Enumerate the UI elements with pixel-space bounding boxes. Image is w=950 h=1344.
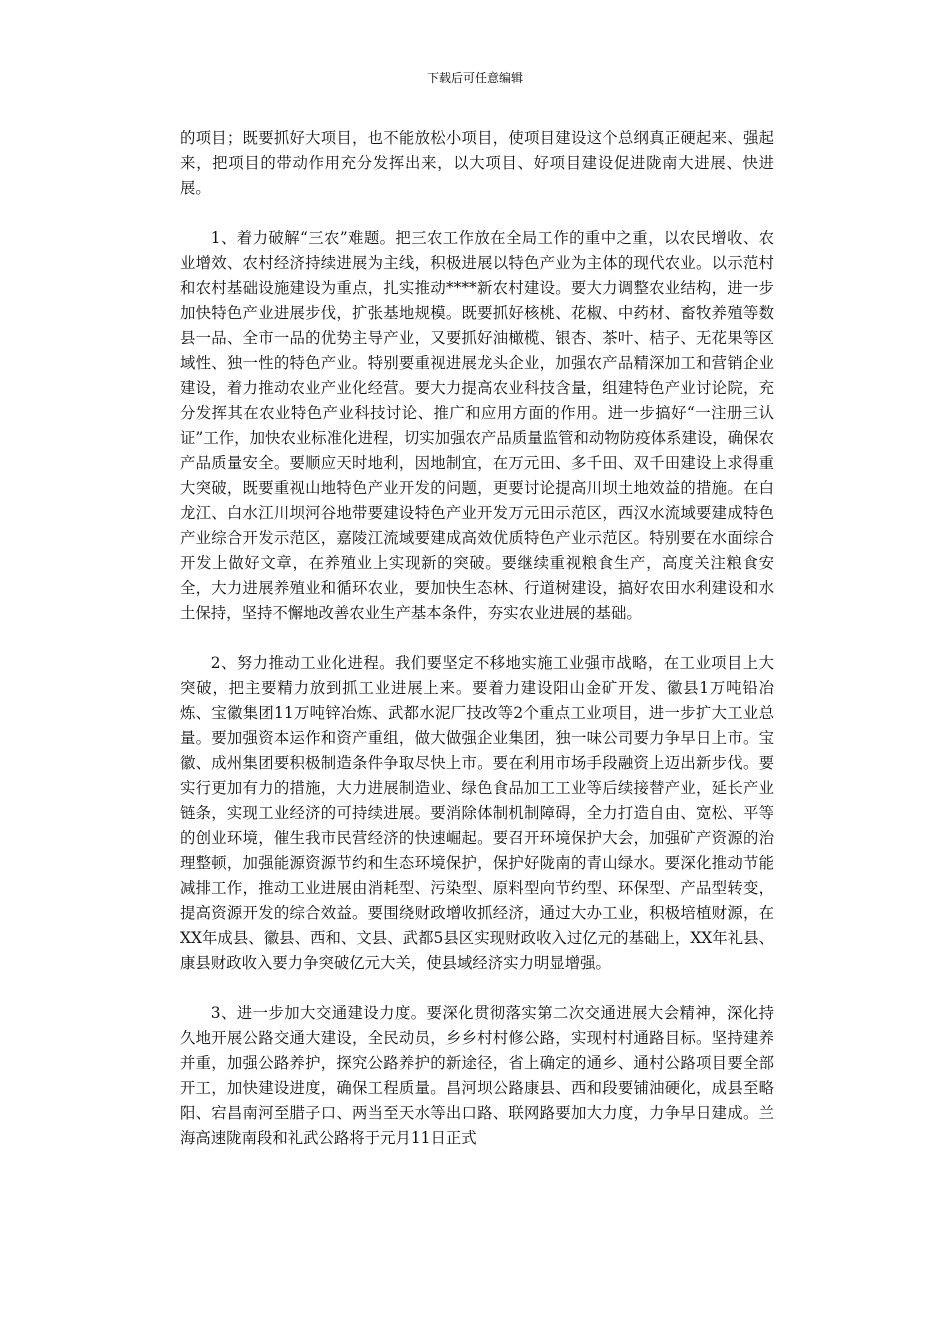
document-body [180,126,774,1176]
paragraph-continuation: 的项目；既要抓好大项目，也不能放松小项目，使项目建设这个总纲真正硬起来、强起来，把项目的带动作用充分发挥出来，以大项目、好项目建设促进陇南大进展、快进展。 [180,129,774,197]
paragraph-industry: 2、努力推动工业化进程。我们要坚定不移地实施工业强市战略，在工业项目上大突破，把主要精力放到抓工业进展上来。要着力建设阳山金矿开发、徽县1万吨铅冶炼、宝徽集团11万吨锌冶炼、武都水泥厂技改等2个重点工业项目，进一步扩大工业总量。要加强资本运作和资产重组，做大做强企业集团，独一味公司要力争早日上市。宝徽、成州集团要积极制造条件争取尽快上市。要在利用市场手段融资上迈出新步伐。要实行更加有力的措施，大力进展制造业、绿色食品加工工业等后续接替产业，延长产业链条，实现工业经济的可持续进展。要消除体制机制障碍，全力打造自由、宽松、平等的创业环境，催生我市民营经济的快速崛起。要召开环境保护大会，加强矿产资源的治理整顿，加强能源资源节约和生态环境保护，保护好陇南的青山绿水。要深化推动节能减排工作，推动工业进展由消耗型、污染型、原料型向节约型、环保型、产品型转变，提高资源开发的综合效益。要围绕财政增收抓经济，通过大办工业，积极培植财源，在XX年成县、徽县、西和、文县、武都5县区实现财政收入过亿元的基础上，XX年礼县、康县财政收入要力争突破亿元大关，使县域经济实力明显增强。 [180,654,774,972]
paragraph-agriculture: 1、着力破解“三农”难题。把三农工作放在全局工作的重中之重，以农民增收、农业增效、农村经济持续进展为主线，积极进展以特色产业为主体的现代农业。以示范村和农村基础设施建设为重点，扎实推动****新农村建设。要大力调整农业结构，进一步加快特色产业进展步伐，扩张基地规模。既要抓好核桃、花椒、中药材、畜牧养殖等数县一品、全市一品的优势主导产业，又要抓好油橄榄、银杏、茶叶、桔子、无花果等区域性、独一性的特色产业。特别要重视进展龙头企业，加强农产品精深加工和营销企业建设，着力推动农业产业化经营。要大力提高农业科技含量，组建特色产业讨论院，充分发挥其在农业特色产业科技讨论、推广和应用方面的作用。进一步搞好“一注册三认证”工作，加快农业标准化进程，切实加强农产品质量监管和动物防疫体系建设，确保农产品质量安全。要顺应天时地利，因地制宜，在万元田、多千田、双千田建设上求得重大突破，既要重视山地特色产业开发的问题，更要讨论提高川坝土地效益的措施。在白龙江、白水江川坝河谷地带要建设特色产业开发万元田示范区，西汉水流域要建成特色产业综合开发示范区，嘉陵江流域要建成高效优质特色产业示范区。特别要在水面综合开发上做好文章，在养殖业上实现新的突破。要继续重视粮食生产，高度关注粮食安全，大力进展养殖业和循环农业，要加快生态林、行道树建设，搞好农田水利建设和水土保持，坚持不懈地改善农业生产基本条件，夯实农业进展的基础。 [180,229,774,622]
paragraph-transport: 3、进一步加大交通建设力度。要深化贯彻落实第二次交通进展大会精神，深化持久地开展公路交通大建设，全民动员，乡乡村村修公路，实现村村通路目标。坚持建养并重，加强公路养护，探究公路养护的新途径，省上确定的通乡、通村公路项目要全部开工，加快建设进度，确保工程质量。昌河坝公路康县、西和段要铺油硬化，成县至略阳、宕昌南河至腊子口、两当至天水等出口路、联网路要加大力度，力争早日建成。兰海高速陇南段和礼武公路将于元月11日正式 [180,1004,774,1147]
page-header-note: 下载后可任意编辑 [426,71,523,85]
